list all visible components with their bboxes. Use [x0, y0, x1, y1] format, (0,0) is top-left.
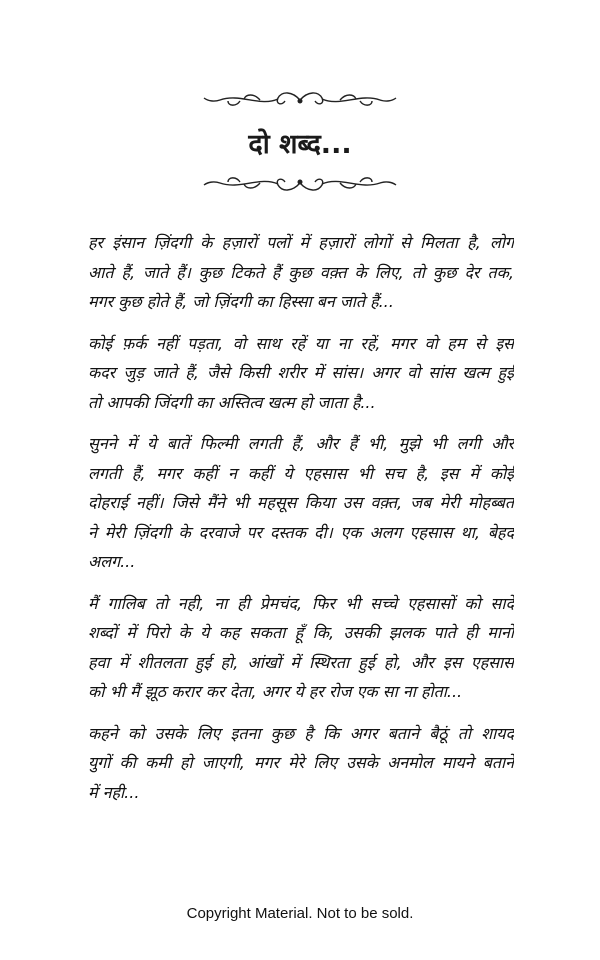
paragraph [88, 429, 514, 577]
text-line: आते हैं, जाते हैं। कुछ टिकते हैं कुछ वक़्त के लिए, तो कुछ देर तक, [88, 262, 514, 282]
text-line: में नही... [88, 782, 140, 802]
text-line: कोई फ़र्क नहीं पड़ता, वो साथ रहें या ना रहें, मगर वो हम से इस [88, 333, 514, 353]
paragraph [88, 719, 514, 808]
text-line: अलग... [88, 552, 136, 571]
text-line: लगती हैं, मगर कहीं न कहीं ये एहसास भी सच है, इस में कोई [88, 463, 514, 483]
top-ornament-flourish [200, 89, 400, 111]
copyright-footer: Copyright Material. Not to be sold. [186, 905, 414, 922]
paragraph [88, 228, 514, 317]
text-line: तो आपकी जिंदगी का अस्तित्व खत्म हो जाता है... [88, 392, 376, 412]
paragraph [88, 329, 514, 418]
text-line: कदर जुड़ जाते हैं, जैसे किसी शरीर में सांस। अगर वो सांस खत्म हुई [88, 363, 514, 382]
text-line: हर इंसान ज़िंदगी के हज़ारों पलों में हज़ारों लोगों से मिलता है, लोग [88, 233, 514, 252]
text-line: दोहराई नहीं। जिसे मैंने भी महसूस किया उस वक़्त, जब मेरी मोहब्बत [88, 493, 514, 512]
text-line: मगर कुछ होते हैं, जो ज़िंदगी का हिस्सा बन जाते हैं... [88, 292, 394, 311]
text-line: हवा में शीतलता हुई हो, आंखों में स्थिरता हुई हो, और इस एहसास [88, 652, 514, 672]
body-text [88, 228, 514, 819]
text-line: युगों की कमी हो जाएगी, मगर मेरे लिए उसके अनमोल मायने बताने [88, 753, 514, 772]
text-line: को भी मैं झूठ करार कर देता, अगर ये हर रोज एक सा ना होता... [88, 682, 463, 701]
text-line: मैं गालिब तो नही, ना ही प्रेमचंद, फिर भी सच्चे एहसासों को सादे [88, 593, 514, 613]
text-line: कहने को उसके लिए इतना कुछ है कि अगर बताने बैठूं तो शायद [88, 723, 514, 743]
paragraph [88, 589, 514, 707]
page-title: दो शब्द... [248, 129, 352, 160]
text-line: शब्दों में पिरो के ये कह सकता हूँ कि, उसकी झलक पाते ही मानो [88, 623, 514, 642]
text-line: ने मेरी ज़िंदगी के दरवाजे पर दस्तक दी। एक अलग एहसास था, बेहद [88, 522, 514, 542]
bottom-ornament-flourish [200, 172, 400, 194]
text-line: सुनने में ये बातें फिल्मी लगती हैं, और हैं भी, मुझे भी लगी और [88, 434, 514, 453]
